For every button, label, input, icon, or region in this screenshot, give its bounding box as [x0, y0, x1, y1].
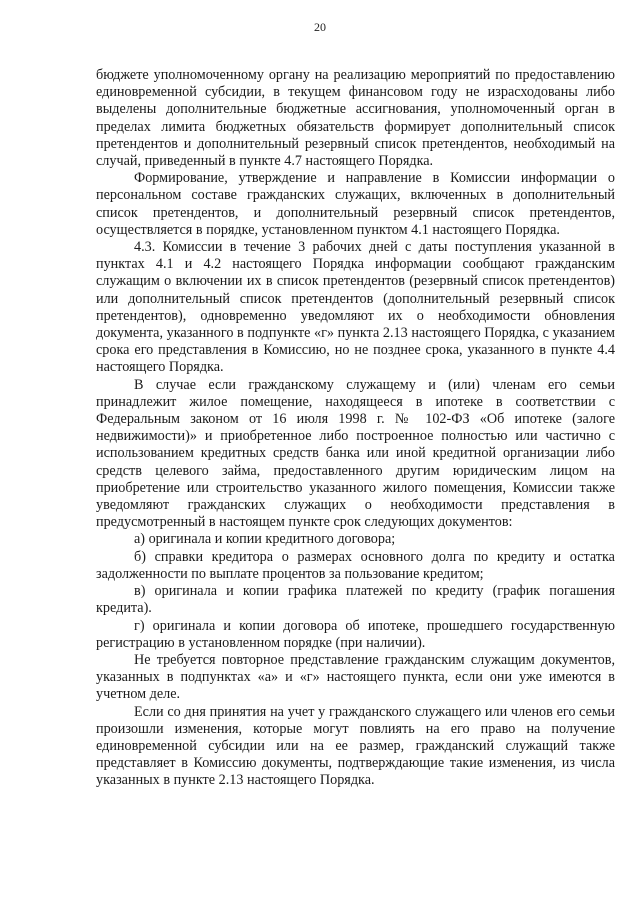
paragraph-continuation: бюджете уполномоченному органу на реализацию мероприятий по предоставлению единовременной субсидии, в текущем финансовом году не израсходованы либо выделены дополнительные бюджетные ассигнования, уполномоченный орган в пределах лимита бюджетных обязательств формирует дополнительный список претендентов и дополнительный резервный список претендентов, необходимый на случай, приведенный в пункте 4.7 настоящего Порядка. [96, 67, 615, 170]
list-item-a: а) оригинала и копии кредитного договора; [134, 531, 396, 548]
paragraph: В случае если гражданскому служащему и (или) членам его семьи принадлежит жилое помещение, находящееся в ипотеке в соответствии с Федеральным законом от 16 июля 1998 г. № 102-ФЗ «Об ипотеке (залоге недвижимости)» и приобретенное либо построенное полностью или частично с использованием кредитных средств банка или иной кредитной организации либо средств целевого займа, предоставленного другим юридическим лицом на приобретение или строительство указанного жилого помещения, Комиссии также уведомляют гражданских служащих о необходимости представления в предусмотренный в настоящем пункте срок следующих документов: [96, 376, 615, 531]
paragraph: Формирование, утверждение и направление в Комиссии информации о персональном составе гражданских служащих, включенных в дополнительный список претендентов, и дополнительный резервный список претендентов, осуществляется в порядке, установленном пунктом 4.1 настоящего Порядка. [96, 170, 615, 238]
paragraph: Если со дня принятия на учет у гражданского служащего или членов его семьи произошли изменения, которые могут повлиять на его право на получение единовременной субсидии или на ее размер, гражданский служащий также представляет в Комиссию документы, подтверждающие такие изменения, из числа указанных в пункте 2.13 настоящего Порядка. [96, 703, 615, 789]
document-body [96, 67, 615, 790]
page-number: 20 [314, 20, 326, 34]
paragraph-clause-4-3: 4.3. Комиссии в течение 3 рабочих дней с даты поступления указанной в пунктах 4.1 и 4.2 настоящего Порядка информации сообщают гражданским служащим о включении их в список претендентов (резервный список претендентов) или дополнительный список претендентов (дополнительный резервный список претендентов), одновременно уведомляют их о необходимости обновления документа, указанного в подпункте «г» пункта 2.13 настоящего Порядка, с указанием срока его представления в Комиссию, но не позднее срока, указанного в пункте 4.4 настоящего Порядка. [96, 239, 615, 376]
list-item-g: г) оригинала и копии договора об ипотеке, прошедшего государственную регистрацию в установленном порядке (при наличии). [96, 617, 615, 651]
paragraph: Не требуется повторное представление гражданским служащим документов, указанных в подпунктах «а» и «г» настоящего пункта, если они уже имеются в учетном деле. [96, 651, 615, 703]
list-item-b: б) справки кредитора о размерах основного долга по кредиту и остатка задолженности по выплате процентов за пользование кредитом; [96, 548, 615, 582]
list-item-v: в) оригинала и копии графика платежей по кредиту (график погашения кредита). [96, 583, 615, 617]
